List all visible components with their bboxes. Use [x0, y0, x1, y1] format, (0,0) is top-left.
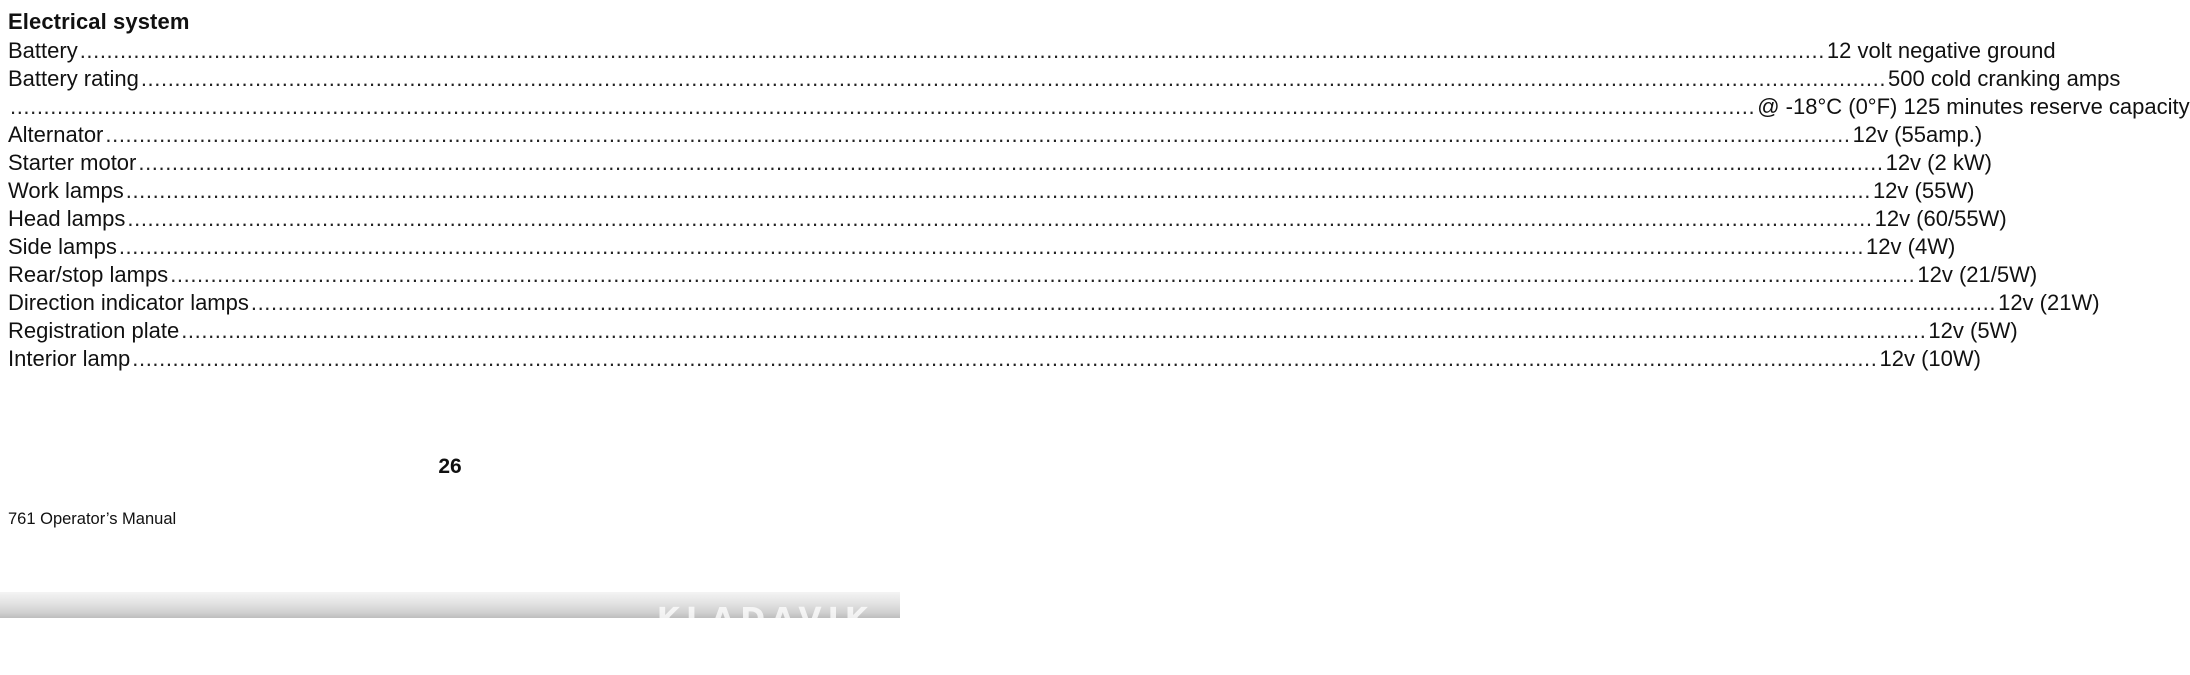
spec-label: Rear/stop lamps: [8, 262, 169, 287]
spec-row: [8, 37, 2056, 65]
spec-row: [8, 205, 2007, 233]
spec-row: [8, 261, 2038, 289]
dot-leader: ....................................................................................................................................................................................................................................................................: [10, 94, 1756, 119]
spec-value: 12v (10W): [1879, 346, 1981, 371]
spec-row: [8, 289, 2100, 317]
spec-row: [8, 121, 1983, 149]
spec-label: Battery: [8, 38, 78, 63]
spec-value: 12v (21/5W): [1917, 262, 2038, 287]
spec-value: 12v (55W): [1872, 178, 1975, 203]
page-edge-band: [0, 592, 900, 637]
dot-leader: ....................................................................................................................................................................................................................................................................: [181, 318, 1927, 343]
watermark: KLADAVIK: [656, 602, 874, 637]
spec-value: 12 volt negative ground: [1826, 38, 2056, 63]
spec-label: Side lamps: [8, 234, 117, 259]
dot-leader: ....................................................................................................................................................................................................................................................................: [118, 234, 1865, 259]
spec-label: Battery rating: [8, 66, 139, 91]
footer-manual-title: 761 Operator’s Manual: [8, 510, 177, 528]
spec-row: [8, 65, 2121, 93]
spec-value: 12v (2 kW): [1885, 150, 1992, 175]
spec-value: 12v (21W): [1998, 290, 2100, 315]
spec-row: [8, 317, 2018, 345]
dot-leader: ....................................................................................................................................................................................................................................................................: [125, 178, 1871, 203]
spec-value: 12v (55amp.): [1852, 122, 1983, 147]
section-title: Electrical system: [8, 9, 190, 34]
spec-value: @ -18°C (0°F) 125 minutes reserve capacity: [1757, 94, 2190, 119]
spec-label: Registration plate: [8, 318, 180, 343]
spec-label: Direction indicator lamps: [8, 290, 249, 315]
spec-value: 500 cold cranking amps: [1888, 66, 2121, 91]
spec-label: Starter motor: [8, 150, 137, 175]
spec-row: [8, 345, 1981, 373]
spec-label: Head lamps: [8, 206, 126, 231]
dot-leader: ....................................................................................................................................................................................................................................................................: [105, 122, 1851, 147]
spec-row: [8, 233, 1956, 261]
dot-leader: ....................................................................................................................................................................................................................................................................: [250, 290, 1997, 315]
spec-row: [8, 177, 1975, 205]
spec-value: 12v (5W): [1928, 318, 2018, 343]
spec-label: Interior lamp: [8, 346, 131, 371]
spec-list: [8, 37, 2190, 373]
dot-leader: ....................................................................................................................................................................................................................................................................: [140, 66, 1887, 91]
spec-label: Work lamps: [8, 178, 124, 203]
page-number: 26: [438, 455, 462, 478]
dot-leader: ....................................................................................................................................................................................................................................................................: [138, 150, 1884, 175]
dot-leader: ....................................................................................................................................................................................................................................................................: [170, 262, 1916, 287]
spec-label: Alternator: [8, 122, 104, 147]
spec-row: [8, 149, 1992, 177]
spec-value: 12v (4W): [1866, 234, 1956, 259]
spec-row: [8, 93, 2190, 121]
dot-leader: ....................................................................................................................................................................................................................................................................: [127, 206, 1873, 231]
spec-value: 12v (60/55W): [1874, 206, 2007, 231]
dot-leader: ....................................................................................................................................................................................................................................................................: [79, 38, 1825, 63]
dot-leader: ....................................................................................................................................................................................................................................................................: [132, 346, 1878, 371]
